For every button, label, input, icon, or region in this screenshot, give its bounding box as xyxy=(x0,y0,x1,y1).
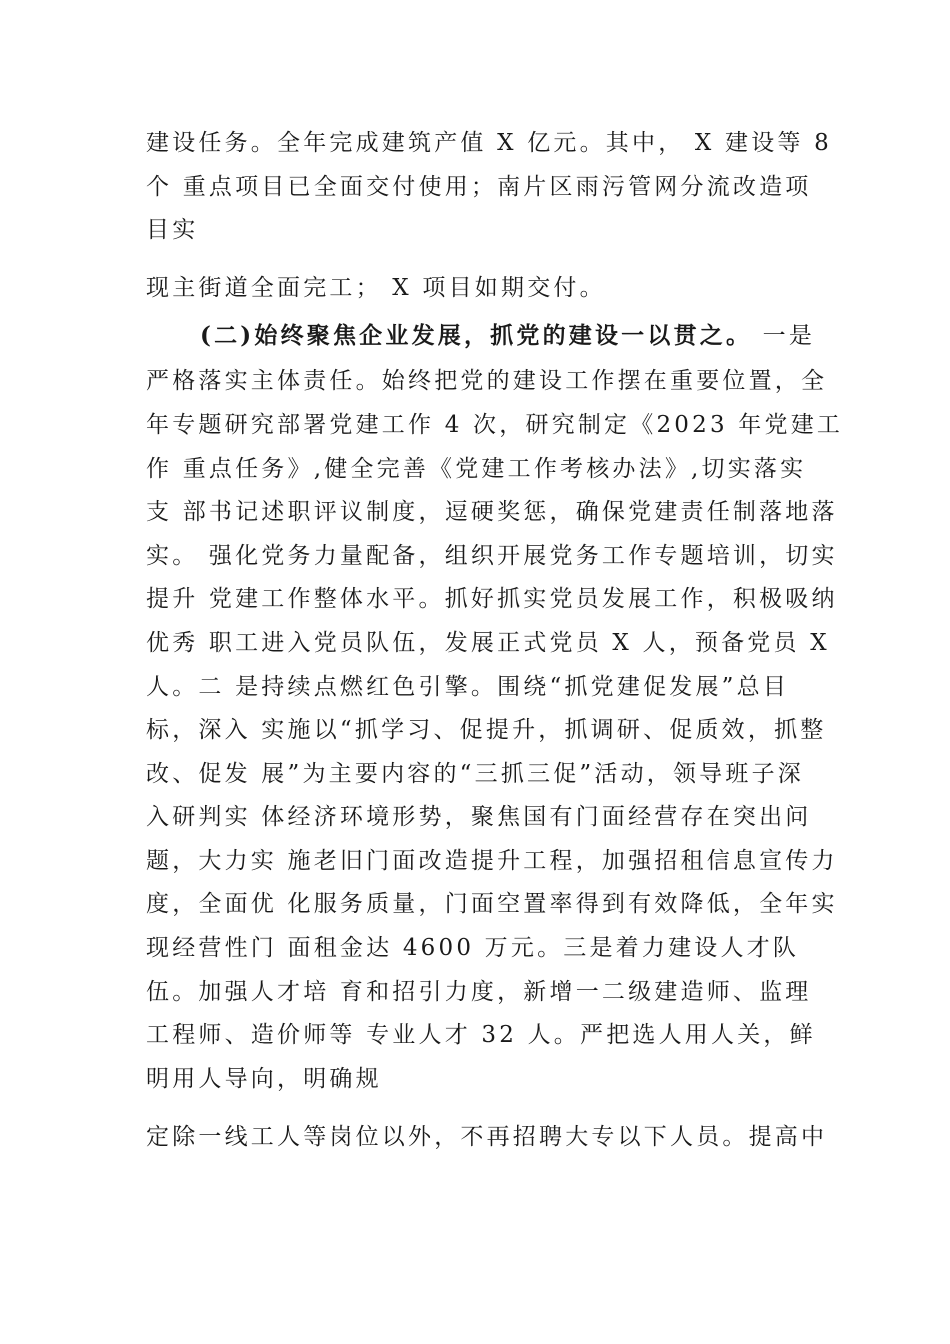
body-text-line: 优秀 职工进入党员队伍，发展正式党员 X 人，预备党员 X xyxy=(146,630,830,656)
body-text-line: 年专题研究部署党建工作 4 次，研究制定《2023 年党建工 xyxy=(146,412,844,438)
body-text-line: 伍。加强人才培 育和招引力度，新增一二级建造师、监理 xyxy=(146,979,812,1005)
body-text-line: 明用人导向，明确规 xyxy=(146,1066,382,1092)
body-text-line: 作 重点任务》,健全完善《党建工作考核办法》,切实落实 xyxy=(146,456,807,482)
body-text-line: 工程师、造价师等 专业人才 32 人。严把选人用人关，鲜 xyxy=(146,1022,816,1048)
body-text-line: 标，深入 实施以“抓学习、促提升，抓调研、促质效，抓整 xyxy=(146,717,827,743)
section-heading-line xyxy=(200,320,815,352)
body-text-line: 提升 党建工作整体水平。抓好抓实党员发展工作，积极吸纳 xyxy=(146,586,838,612)
body-text-line: 人。二 是持续点燃红色引擎。围绕“抓党建促发展”总目 xyxy=(146,674,790,700)
body-text-line: 改、促发 展”为主要内容的“三抓三促”活动，领导班子深 xyxy=(146,761,804,787)
body-text-line: 严格落实主体责任。始终把党的建设工作摆在重要位置，全 xyxy=(146,368,828,394)
body-text-line: 入研判实 体经济环境形势，聚焦国有门面经营存在突出问 xyxy=(146,804,812,830)
body-text-line: 建设任务。全年完成建筑产值 X 亿元。其中， X 建设等 8 xyxy=(146,130,832,156)
body-text-line: 个 重点项目已全面交付使用；南片区雨污管网分流改造项 xyxy=(146,174,812,200)
body-text-line: 现经营性门 面租金达 4600 万元。三是着力建设人才队 xyxy=(146,935,800,961)
body-text-line: 实。 强化党务力量配备，组织开展党务工作专题培训，切实 xyxy=(146,543,838,569)
body-text-line: 目实 xyxy=(146,217,199,243)
body-text-span: 一是 xyxy=(752,323,816,349)
body-text-line: 度，全面优 化服务质量，门面空置率得到有效降低，全年实 xyxy=(146,891,838,917)
body-text-line: 支 部书记述职评议制度，逗硬奖惩，确保党建责任制落地落 xyxy=(146,499,838,525)
body-text-line: 题，大力实 施老旧门面改造提升工程，加强招租信息宣传力 xyxy=(146,848,838,874)
body-text-line: 现主街道全面完工； X 项目如期交付。 xyxy=(146,275,606,301)
section-heading: (二)始终聚焦企业发展，抓党的建设一以贯之。 xyxy=(200,322,753,349)
body-text-line: 定除一线工人等岗位以外，不再招聘大专以下人员。提高中 xyxy=(146,1124,828,1150)
